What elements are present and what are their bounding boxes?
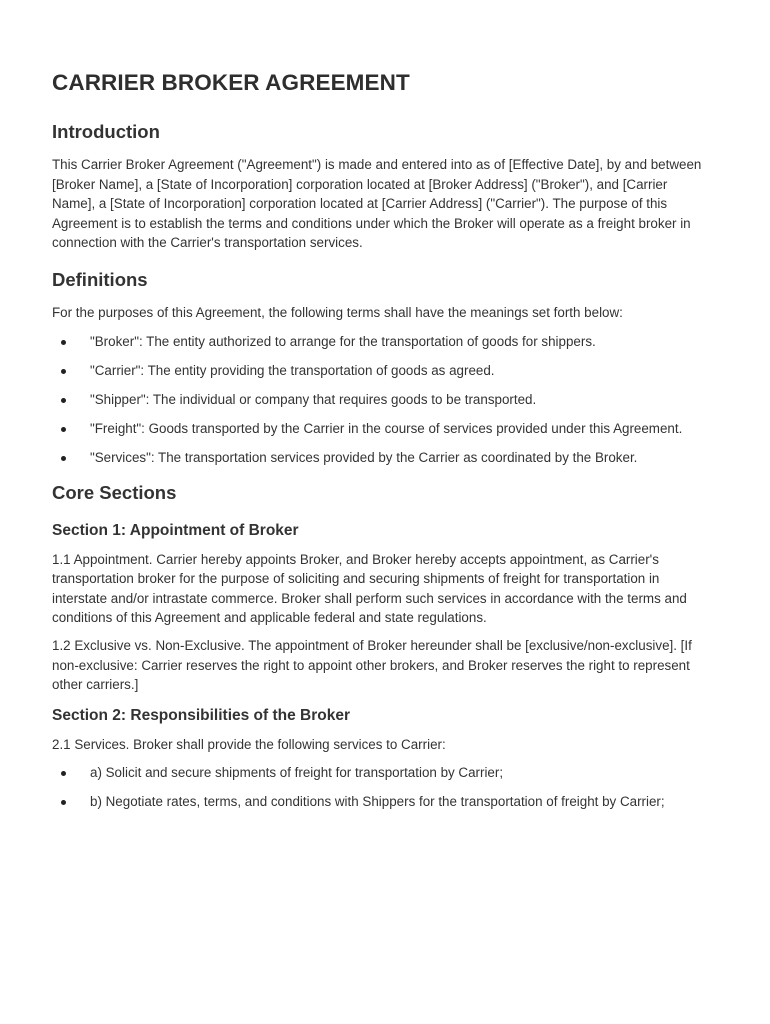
core-sections <box>52 482 712 812</box>
service-text: b) Negotiate rates, terms, and conditions with Shippers for the transportation of freight by Carrier; <box>90 794 665 810</box>
core-sections-heading: Core Sections <box>52 481 177 503</box>
section-1 <box>52 522 712 695</box>
definitions-section <box>52 269 712 468</box>
bullet-icon <box>61 427 66 432</box>
document-title: CARRIER BROKER AGREEMENT <box>52 70 410 95</box>
section-1-heading: Section 1: Appointment of Broker <box>52 521 299 539</box>
bullet-icon <box>61 771 66 776</box>
introduction-paragraph: This Carrier Broker Agreement ("Agreement") is made and entered into as of [Effective Date], by and between [Broker Name], a [State of Incorporation] corporation located at [Broker Address] ("Broker"), and [Carrier Name], a [State of Incorporation] corporation located at [Carrier Address] ("Carrier"). The purpose of this Agreement is to establish the terms and conditions under which the Broker will operate as a freight broker in connection with the Carrier's transportation services. <box>52 157 702 251</box>
definition-item <box>52 332 712 352</box>
bullet-icon <box>61 456 66 461</box>
definition-text: "Services": The transportation services provided by the Carrier as coordinated by the Broker. <box>90 449 638 465</box>
services-list <box>52 763 712 812</box>
section-1-clause-2: 1.2 Exclusive vs. Non-Exclusive. The appointment of Broker hereunder shall be [exclusive/non-exclusive]. [If non-exclusive: Carrier reserves the right to appoint other brokers, and Broker reserves the right to represent other carriers.] <box>52 637 692 693</box>
definition-item <box>52 419 712 439</box>
definitions-intro: For the purposes of this Agreement, the following terms shall have the meanings set forth below: <box>52 304 623 320</box>
bullet-icon <box>61 800 66 805</box>
bullet-icon <box>61 398 66 403</box>
definitions-heading: Definitions <box>52 268 148 290</box>
introduction-section <box>52 121 712 253</box>
definitions-list <box>52 332 712 468</box>
introduction-heading: Introduction <box>52 121 160 142</box>
definition-text: "Freight": Goods transported by the Carrier in the course of services provided under this Agreement. <box>90 420 683 436</box>
definition-item <box>52 390 712 410</box>
definition-text: "Carrier": The entity providing the transportation of goods as agreed. <box>90 362 495 378</box>
service-text: a) Solicit and secure shipments of freight for transportation by Carrier; <box>90 765 504 781</box>
section-1-clause-1: 1.1 Appointment. Carrier hereby appoints Broker, and Broker hereby accepts appointment, as Carrier's transportation broker for the purpose of soliciting and securing shipments of freight for transportation in interstate and/or intrastate commerce. Broker shall perform such services in accordance with the terms and conditions of this Agreement and applicable federal and state regulations. <box>52 551 687 626</box>
definition-item <box>52 361 712 381</box>
definition-text: "Broker": The entity authorized to arrange for the transportation of goods for shippers. <box>90 333 596 349</box>
service-item <box>52 792 712 812</box>
definition-item <box>52 448 712 468</box>
section-2-heading: Section 2: Responsibilities of the Broker <box>52 706 351 724</box>
definition-text: "Shipper": The individual or company that requires goods to be transported. <box>90 391 537 407</box>
section-2-clause-1: 2.1 Services. Broker shall provide the following services to Carrier: <box>52 736 446 752</box>
bullet-icon <box>61 369 66 374</box>
service-item <box>52 763 712 783</box>
bullet-icon <box>61 340 66 345</box>
section-2 <box>52 707 712 812</box>
